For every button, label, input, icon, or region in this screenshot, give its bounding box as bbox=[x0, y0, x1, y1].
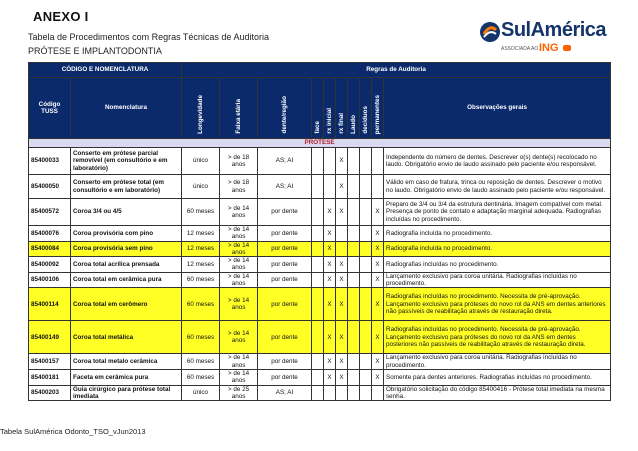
logo-partner-text: ING bbox=[539, 42, 559, 54]
table-cell-face bbox=[312, 369, 324, 385]
table-cell-face bbox=[312, 257, 324, 273]
table-cell-longevidade: único bbox=[182, 175, 220, 199]
col-header-name: Nomenclatura bbox=[71, 78, 182, 139]
table-cell-rx-inicial: X bbox=[324, 321, 336, 354]
table-cell-code: 85400157 bbox=[29, 354, 71, 370]
table-cell-faixa: > de 14 anos bbox=[220, 369, 258, 385]
table-cell-rx-inicial: X bbox=[324, 288, 336, 321]
table-cell-name: Coroa total metálica bbox=[71, 321, 182, 354]
table-row bbox=[29, 226, 611, 242]
table-cell-name: Conserto em prótese parcial removível (em consultório e em laboratório) bbox=[71, 148, 182, 175]
table-cell-name: Coroa total metalo cerâmica bbox=[71, 354, 182, 370]
table-cell-deciduos bbox=[360, 175, 372, 199]
table-cell-observacoes: Radiografia incluída no procedimento. bbox=[384, 241, 611, 257]
table-cell-observacoes: Radiografias incluídas no procedimento. Necessita de pré-aprovação. Lançamento exclusivo para próteses do novo rol da ANS em dentes anteriores não passíveis de reabilitação através de restauração direta. bbox=[384, 288, 611, 321]
table-cell-permanentes bbox=[372, 385, 384, 401]
table-cell-permanentes: X bbox=[372, 369, 384, 385]
table-cell-faixa: > de 18 anos bbox=[220, 175, 258, 199]
table-cell-laudo bbox=[348, 272, 360, 288]
table-cell-dente: por dente bbox=[258, 369, 312, 385]
document-section-title: PRÓTESE E IMPLANTODONTIA bbox=[28, 46, 162, 56]
sulamerica-emblem-icon bbox=[479, 21, 501, 43]
table-cell-longevidade: único bbox=[182, 148, 220, 175]
table-cell-rx-final: X bbox=[336, 175, 348, 199]
table-cell-deciduos bbox=[360, 321, 372, 354]
table-cell-deciduos bbox=[360, 385, 372, 401]
table-cell-dente: por dente bbox=[258, 226, 312, 242]
table-cell-permanentes: X bbox=[372, 288, 384, 321]
table-cell-rx-inicial: X bbox=[324, 272, 336, 288]
table-cell-faixa: > de 14 anos bbox=[220, 288, 258, 321]
table-cell-name: Coroa provisória com pino bbox=[71, 226, 182, 242]
table-cell-rx-final: X bbox=[336, 369, 348, 385]
table-cell-laudo bbox=[348, 226, 360, 242]
table-cell-observacoes: Radiografias incluídas no procedimento. Necessita de pré-aprovação. Lançamento exclusivo para próteses do novo rol da ANS em dentes posteriores não passíveis de reabilitação através de restauração direta. bbox=[384, 321, 611, 354]
table-cell-observacoes: Radiografia incluída no procedimento. bbox=[384, 226, 611, 242]
table-cell-rx-inicial: X bbox=[324, 354, 336, 370]
table-cell-longevidade: 60 meses bbox=[182, 272, 220, 288]
table-cell-permanentes: X bbox=[372, 257, 384, 273]
table-cell-rx-final: X bbox=[336, 257, 348, 273]
table-row bbox=[29, 257, 611, 273]
table-cell-permanentes: X bbox=[372, 226, 384, 242]
table-cell-rx-final bbox=[336, 241, 348, 257]
table-cell-observacoes: Válido em caso de fratura, trinca ou reposição de dentes. Descrever o motivo no laudo. Obrigatório envio de laudo assinado pelo paciente e/ou responsável. bbox=[384, 175, 611, 199]
table-cell-faixa: > de 14 anos bbox=[220, 257, 258, 273]
table-cell-name: Coroa 3/4 ou 4/5 bbox=[71, 199, 182, 226]
table-cell-code: 85400181 bbox=[29, 369, 71, 385]
section-header-protese: PRÓTESE bbox=[29, 139, 611, 148]
table-cell-face bbox=[312, 199, 324, 226]
table-cell-rx-inicial: X bbox=[324, 241, 336, 257]
table-cell-face bbox=[312, 272, 324, 288]
col-header-longevidade: Longevidade bbox=[182, 78, 220, 139]
table-cell-deciduos bbox=[360, 148, 372, 175]
table-cell-name: Coroa total em cerômero bbox=[71, 288, 182, 321]
col-header-permanentes: permanentes bbox=[372, 78, 384, 139]
table-cell-face bbox=[312, 148, 324, 175]
table-row bbox=[29, 272, 611, 288]
table-cell-rx-final bbox=[336, 385, 348, 401]
table-cell-laudo bbox=[348, 241, 360, 257]
table-cell-faixa: > de 14 anos bbox=[220, 241, 258, 257]
table-cell-code: 85400092 bbox=[29, 257, 71, 273]
table-cell-laudo bbox=[348, 369, 360, 385]
page-title: ANEXO I bbox=[33, 9, 89, 24]
col-header-rx-final: rx final bbox=[336, 78, 348, 139]
table-cell-observacoes: Lançamento exclusivo para coroa unitária. Radiografias incluídas no procedimento. bbox=[384, 272, 611, 288]
document-subtitle: Tabela de Procedimentos com Regras Técnicas de Auditoria bbox=[28, 32, 269, 42]
table-cell-faixa: > de 14 anos bbox=[220, 321, 258, 354]
table-cell-permanentes: X bbox=[372, 354, 384, 370]
table-cell-code: 85400033 bbox=[29, 148, 71, 175]
table-cell-longevidade: 60 meses bbox=[182, 354, 220, 370]
table-cell-code: 85400050 bbox=[29, 175, 71, 199]
table-cell-longevidade: 60 meses bbox=[182, 321, 220, 354]
table-cell-laudo bbox=[348, 148, 360, 175]
table-cell-code: 85400076 bbox=[29, 226, 71, 242]
table-cell-longevidade: 12 meses bbox=[182, 226, 220, 242]
table-cell-dente: por dente bbox=[258, 272, 312, 288]
table-cell-permanentes: X bbox=[372, 321, 384, 354]
table-cell-rx-final bbox=[336, 226, 348, 242]
group-header-rules: Regras de Auditoria bbox=[182, 63, 611, 78]
sulamerica-logo bbox=[479, 17, 624, 63]
table-cell-dente: por dente bbox=[258, 354, 312, 370]
table-row bbox=[29, 241, 611, 257]
table-row bbox=[29, 369, 611, 385]
col-header-code: Código TUSS bbox=[29, 78, 71, 139]
table-cell-dente: por dente bbox=[258, 257, 312, 273]
table-cell-faixa: > de 14 anos bbox=[220, 272, 258, 288]
footer-text: Tabela SulAmérica Odonto_TSO_vJun2013 bbox=[0, 427, 146, 436]
table-cell-permanentes bbox=[372, 148, 384, 175]
table-cell-permanentes: X bbox=[372, 272, 384, 288]
table-cell-rx-inicial bbox=[324, 148, 336, 175]
table-cell-deciduos bbox=[360, 272, 372, 288]
table-cell-code: 85400203 bbox=[29, 385, 71, 401]
table-row bbox=[29, 354, 611, 370]
table-cell-faixa: > de 25 anos bbox=[220, 385, 258, 401]
table-cell-longevidade: 12 meses bbox=[182, 241, 220, 257]
table-cell-dente: por dente bbox=[258, 199, 312, 226]
table-cell-longevidade: 60 meses bbox=[182, 199, 220, 226]
table-cell-name: Coroa provisória sem pino bbox=[71, 241, 182, 257]
table-cell-deciduos bbox=[360, 288, 372, 321]
table-cell-observacoes: Lançamento exclusivo para coroa unitária. Radiografias incluídas no procedimento. bbox=[384, 354, 611, 370]
table-cell-laudo bbox=[348, 257, 360, 273]
table-cell-rx-final: X bbox=[336, 321, 348, 354]
col-header-deciduos: decíduos bbox=[360, 78, 372, 139]
table-cell-name: Conserto em prótese total (em consultório e em laboratório) bbox=[71, 175, 182, 199]
logo-associated-text: ASSOCIADA AO bbox=[501, 46, 539, 52]
table-cell-name: Faceta em cerâmica pura bbox=[71, 369, 182, 385]
table-row bbox=[29, 175, 611, 199]
table-cell-rx-inicial: X bbox=[324, 369, 336, 385]
table-cell-rx-inicial: X bbox=[324, 257, 336, 273]
table-cell-laudo bbox=[348, 385, 360, 401]
table-cell-code: 85400572 bbox=[29, 199, 71, 226]
table-cell-face bbox=[312, 385, 324, 401]
procedures-table bbox=[28, 62, 611, 401]
table-cell-name: Coroa total acrílica prensada bbox=[71, 257, 182, 273]
table-cell-rx-inicial bbox=[324, 175, 336, 199]
table-cell-longevidade: único bbox=[182, 385, 220, 401]
table-cell-faixa: > de 14 anos bbox=[220, 199, 258, 226]
table-cell-permanentes: X bbox=[372, 199, 384, 226]
table-cell-code: 85400084 bbox=[29, 241, 71, 257]
table-cell-deciduos bbox=[360, 241, 372, 257]
table-cell-face bbox=[312, 321, 324, 354]
col-header-observacoes: Observações gerais bbox=[384, 78, 611, 139]
table-cell-deciduos bbox=[360, 226, 372, 242]
col-header-rx-inicial: rx inicial bbox=[324, 78, 336, 139]
table-cell-code: 85400149 bbox=[29, 321, 71, 354]
table-cell-permanentes bbox=[372, 175, 384, 199]
table-cell-dente: por dente bbox=[258, 321, 312, 354]
group-header-code: CÓDIGO E NOMENCLATURA bbox=[29, 63, 182, 78]
table-cell-code: 85400106 bbox=[29, 272, 71, 288]
table-cell-observacoes: Preparo de 3/4 ou 3/4 da estrutura dentinária. Imagem compatível com metal. Presença de ponto de contato e adaptação marginal adequada. Radiografias incluídas no procedimento. bbox=[384, 199, 611, 226]
ing-lion-icon bbox=[563, 45, 571, 51]
table-cell-laudo bbox=[348, 321, 360, 354]
table-cell-laudo bbox=[348, 354, 360, 370]
table-cell-rx-inicial bbox=[324, 385, 336, 401]
table-cell-observacoes: Obrigatório solicitação do código 85400416 - Prótese total imediata na mesma senha. bbox=[384, 385, 611, 401]
table-cell-name: Coroa total em cerâmica pura bbox=[71, 272, 182, 288]
table-cell-rx-final: X bbox=[336, 272, 348, 288]
table-cell-faixa: > de 14 anos bbox=[220, 226, 258, 242]
table-row bbox=[29, 199, 611, 226]
table-cell-dente: por dente bbox=[258, 288, 312, 321]
table-row bbox=[29, 385, 611, 401]
table-cell-face bbox=[312, 354, 324, 370]
col-header-faixa: Faixa etária bbox=[220, 78, 258, 139]
table-cell-dente: AS; AI bbox=[258, 385, 312, 401]
table-cell-face bbox=[312, 226, 324, 242]
table-cell-laudo bbox=[348, 288, 360, 321]
table-cell-rx-final: X bbox=[336, 199, 348, 226]
table-cell-rx-inicial: X bbox=[324, 199, 336, 226]
table-cell-dente: AS; AI bbox=[258, 148, 312, 175]
table-cell-deciduos bbox=[360, 369, 372, 385]
col-header-dente: dente/região bbox=[258, 78, 312, 139]
table-cell-deciduos bbox=[360, 354, 372, 370]
table-cell-deciduos bbox=[360, 257, 372, 273]
table-cell-rx-final: X bbox=[336, 354, 348, 370]
table-cell-rx-final: X bbox=[336, 148, 348, 175]
table-cell-code: 85400114 bbox=[29, 288, 71, 321]
table-row bbox=[29, 148, 611, 175]
table-cell-longevidade: 12 meses bbox=[182, 257, 220, 273]
col-header-face: face bbox=[312, 78, 324, 139]
table-cell-longevidade: 60 meses bbox=[182, 288, 220, 321]
table-cell-observacoes: Somente para dentes anteriores. Radiografias incluídas no procedimento. bbox=[384, 369, 611, 385]
table-cell-faixa: > de 14 anos bbox=[220, 354, 258, 370]
table-cell-rx-final: X bbox=[336, 288, 348, 321]
table-row bbox=[29, 321, 611, 354]
table-cell-deciduos bbox=[360, 199, 372, 226]
table-cell-face bbox=[312, 288, 324, 321]
table-cell-face bbox=[312, 241, 324, 257]
col-header-laudo: Laudo bbox=[348, 78, 360, 139]
table-cell-laudo bbox=[348, 199, 360, 226]
logo-brand-text: SulAmérica bbox=[501, 19, 607, 41]
table-cell-faixa: > de 18 anos bbox=[220, 148, 258, 175]
table-cell-face bbox=[312, 175, 324, 199]
table-cell-laudo bbox=[348, 175, 360, 199]
table-cell-rx-inicial: X bbox=[324, 226, 336, 242]
table-cell-longevidade: 60 meses bbox=[182, 369, 220, 385]
table-cell-observacoes: Independente do número de dentes. Descrever o(s) dente(s) recolocado no laudo. Obrigatório envio de laudo assinado pelo paciente e/ou responsável. bbox=[384, 148, 611, 175]
table-cell-observacoes: Radiografias incluídas no procedimento. bbox=[384, 257, 611, 273]
table-row bbox=[29, 288, 611, 321]
table-cell-name: Guia cirúrgico para prótese total imediata bbox=[71, 385, 182, 401]
table-cell-permanentes: X bbox=[372, 241, 384, 257]
table-cell-dente: por dente bbox=[258, 241, 312, 257]
table-cell-dente: AS; AI bbox=[258, 175, 312, 199]
